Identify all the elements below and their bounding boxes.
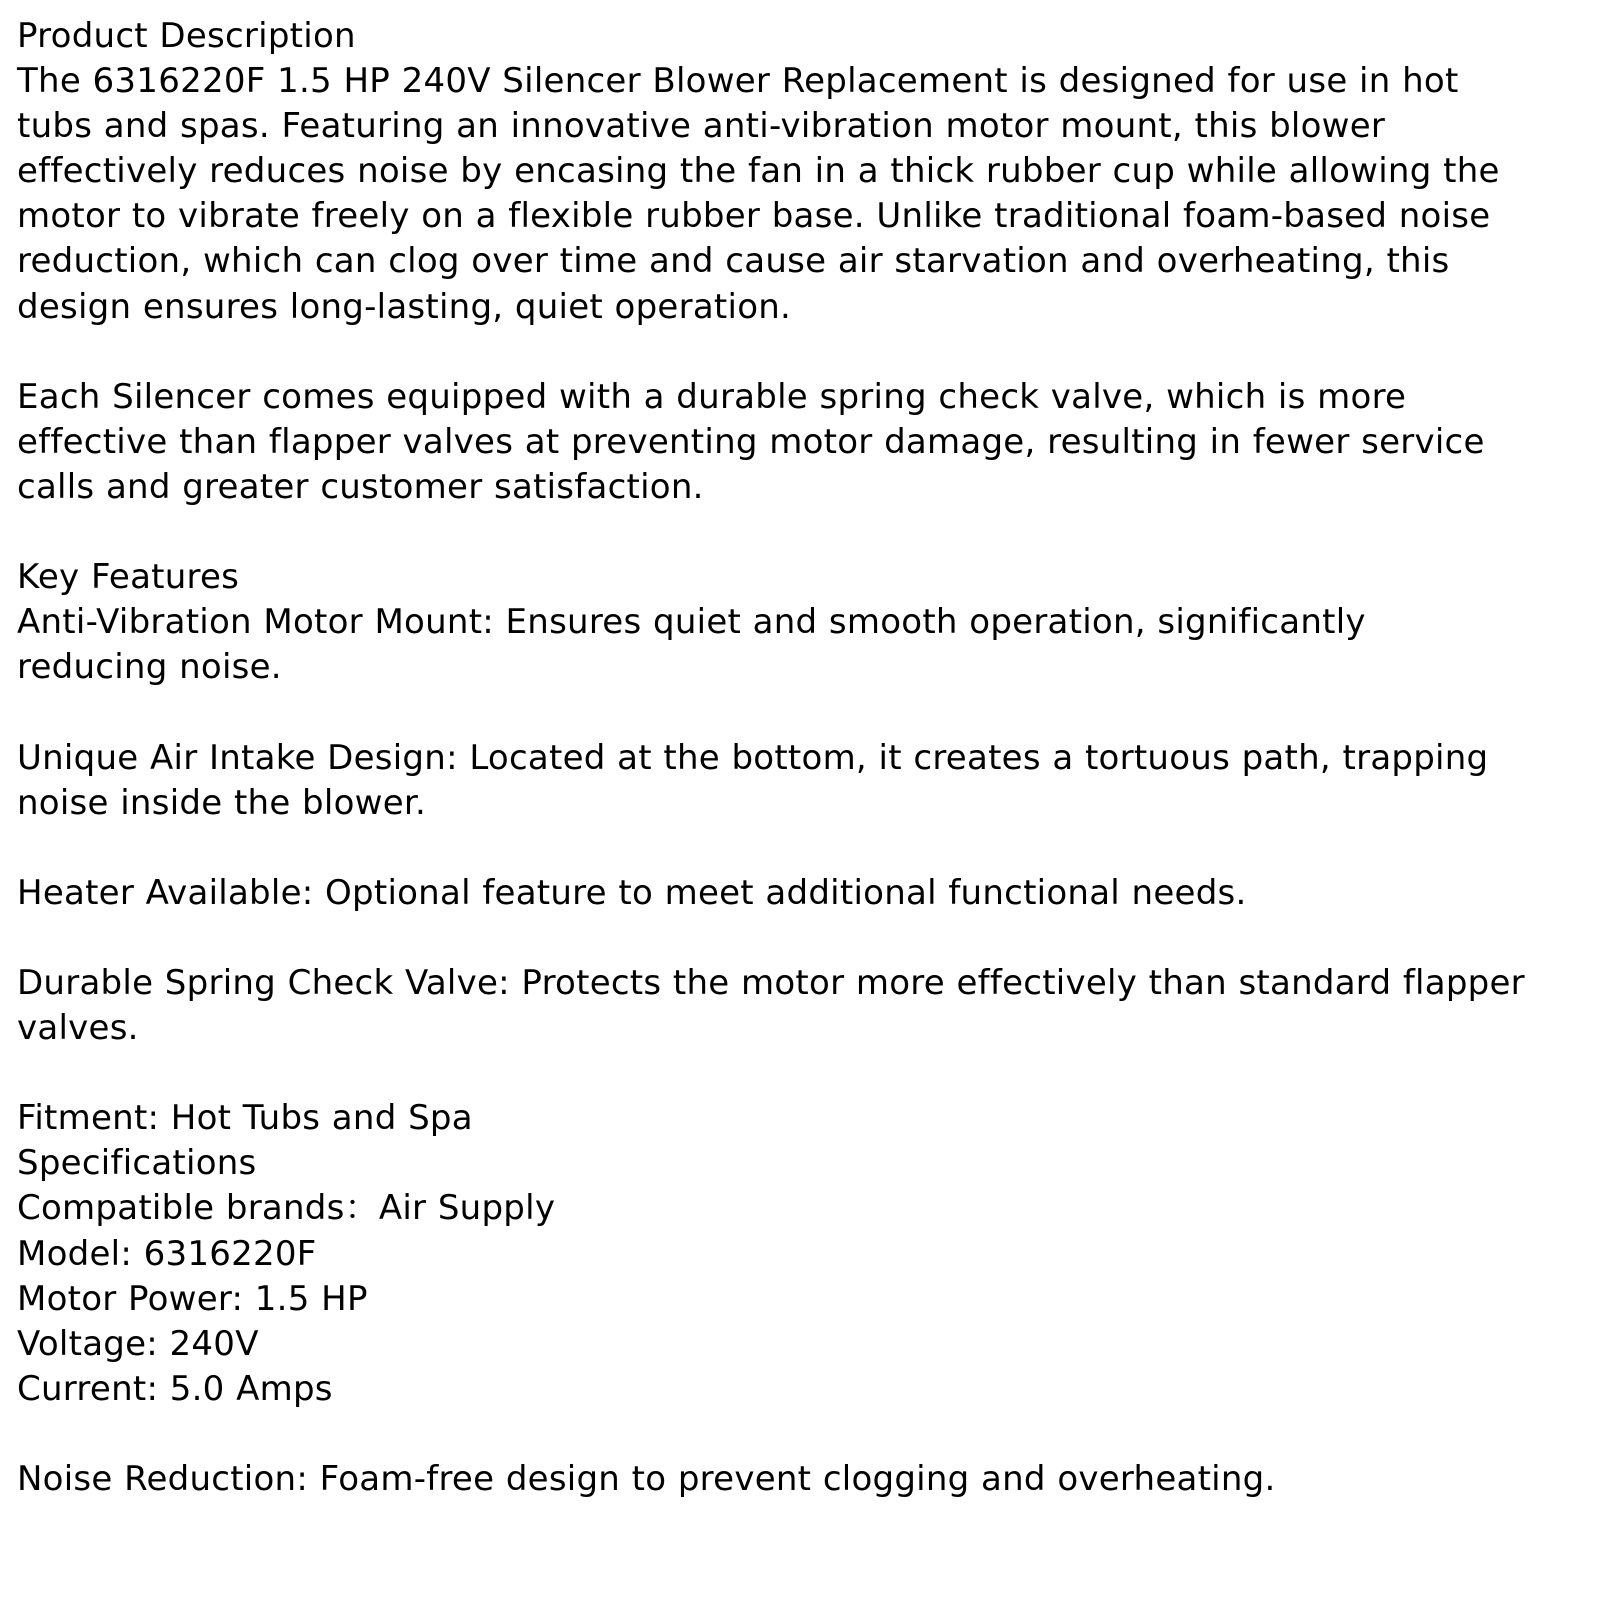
noise-reduction: Noise Reduction: Foam-free design to prevent clogging and overheating. bbox=[17, 1459, 1276, 1499]
description-paragraph-1-line: effectively reduces noise by encasing the fan in a thick rubber cup while allowing the bbox=[17, 151, 1500, 192]
description-paragraph-1-line: motor to vibrate freely on a flexible rubber base. Unlike traditional foam-based noise bbox=[17, 196, 1491, 237]
specifications-heading: Specifications bbox=[17, 1143, 257, 1184]
key-features-heading: Key Features bbox=[17, 557, 240, 598]
fitment: Fitment: Hot Tubs and Spa bbox=[17, 1098, 473, 1139]
spec-model: Model: 6316220F bbox=[17, 1233, 317, 1274]
description-paragraph-1-line: tubs and spas. Featuring an innovative anti-vibration motor mount, this blower bbox=[17, 106, 1386, 147]
blank-line bbox=[17, 1412, 1587, 1457]
blank-line bbox=[17, 826, 1587, 871]
blank-line bbox=[17, 690, 1587, 735]
spec-current: Current: 5.0 Amps bbox=[17, 1368, 333, 1409]
description-paragraph-2-line: Each Silencer comes equipped with a durable spring check valve, which is more bbox=[17, 376, 1407, 417]
feature-anti-vibration-line: reducing noise. bbox=[17, 647, 282, 688]
spec-motor-power: Motor Power: 1.5 HP bbox=[17, 1278, 368, 1319]
product-description-heading: Product Description bbox=[17, 16, 356, 56]
spec-voltage: Voltage: 240V bbox=[17, 1323, 259, 1364]
feature-air-intake-line: noise inside the blower. bbox=[17, 782, 427, 823]
feature-check-valve-line: valves. bbox=[17, 1008, 139, 1049]
blank-line bbox=[17, 510, 1587, 555]
description-paragraph-2-line: calls and greater customer satisfaction. bbox=[17, 466, 704, 507]
blank-line bbox=[17, 916, 1587, 961]
description-paragraph-1-line: reduction, which can clog over time and cause air starvation and overheating, this bbox=[17, 241, 1450, 282]
feature-check-valve-line: Durable Spring Check Valve: Protects the motor more effectively than standard flapper bbox=[17, 962, 1525, 1003]
description-paragraph-1-line: The 6316220F 1.5 HP 240V Silencer Blower Replacement is designed for use in hot bbox=[17, 61, 1459, 102]
description-paragraph-1-line: design ensures long-lasting, quiet operation. bbox=[17, 286, 792, 327]
blank-line bbox=[17, 1051, 1587, 1096]
description-paragraph-2-line: effective than flapper valves at preventing motor damage, resulting in fewer service bbox=[17, 421, 1485, 462]
blank-line bbox=[17, 330, 1587, 375]
feature-heater: Heater Available: Optional feature to meet additional functional needs. bbox=[17, 872, 1247, 913]
feature-anti-vibration-line: Anti-Vibration Motor Mount: Ensures quiet and smooth operation, significantly bbox=[17, 602, 1366, 643]
product-document bbox=[17, 14, 1587, 1502]
feature-air-intake-line: Unique Air Intake Design: Located at the bottom, it creates a tortuous path, trapping bbox=[17, 737, 1489, 778]
spec-compatible-brands: Compatible brands：Air Supply bbox=[17, 1188, 556, 1229]
